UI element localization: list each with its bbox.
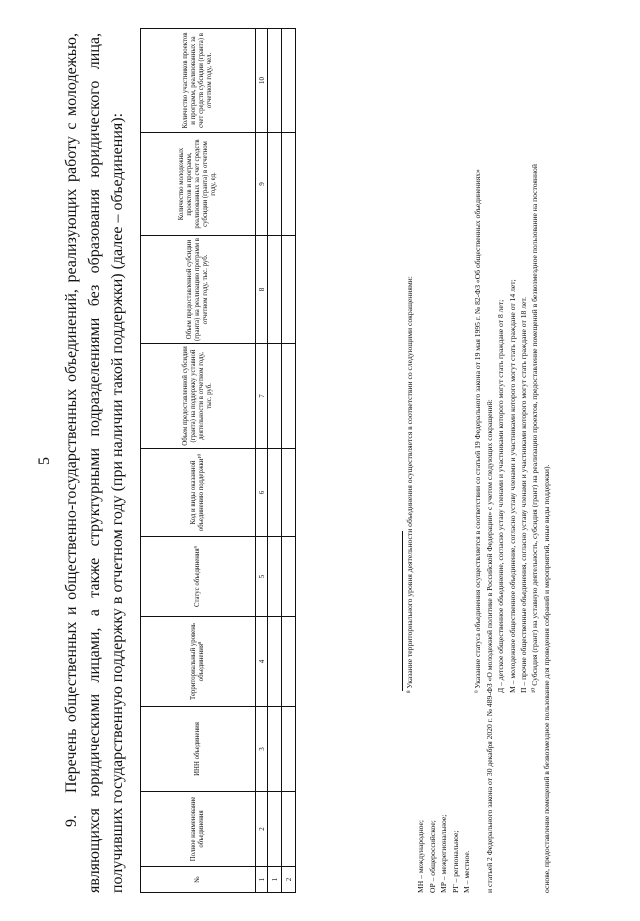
table-cell xyxy=(268,707,282,792)
column-index: 9 xyxy=(256,133,268,236)
footnote-line: МР – межрегиональное; xyxy=(439,814,449,893)
table-cell xyxy=(282,617,296,707)
footnote-line: МН – международное; xyxy=(416,819,426,893)
table-cell xyxy=(268,792,282,867)
section-heading xyxy=(60,33,129,893)
footnote-line: П – прочие общественные объединения, согласно уставу членами и участниками которого могут стать граждане от 18 лет. xyxy=(519,296,529,693)
column-index: 5 xyxy=(256,537,268,617)
table-cell xyxy=(282,449,296,537)
header-inn: ИНН объединения xyxy=(141,707,256,792)
table-cell xyxy=(268,449,282,537)
table-cell xyxy=(268,344,282,449)
table-cell xyxy=(282,236,296,344)
footnote-line: и статьей 2 Федерального закона от 30 декабря 2020 г. № 489-ФЗ «О молодежной политике в Российской Федерации» с учетом следующих сокращений: xyxy=(484,399,494,893)
table-cell xyxy=(282,792,296,867)
footnote-line: Д – детское общественное объединение, согласно уставу членами и участниками которого могут стать граждане от 8 лет; xyxy=(496,299,506,693)
footnote-line: ⁹ Указание статуса объединения осуществляется в соответствии со статьей 19 Федерального закона от 19 мая 1995 г. № 82-ФЗ «Об общественных объединениях» xyxy=(473,169,483,693)
table-cell xyxy=(282,537,296,617)
table-cell xyxy=(268,537,282,617)
section-number: 9. xyxy=(63,815,80,827)
header-number: № xyxy=(141,867,256,893)
table-cell xyxy=(268,29,282,133)
table-cell xyxy=(282,133,296,236)
footnote-line: РГ – региональное; xyxy=(450,830,460,893)
footnote-divider xyxy=(402,531,403,691)
column-index: 3 xyxy=(256,707,268,792)
table-cell xyxy=(282,707,296,792)
header-status: Статус объединения⁹ xyxy=(141,537,256,617)
footnote-line: основе, предоставление помещений в безвозмездное пользование для проведения собраний и мероприятий, иные виды поддержки). xyxy=(541,464,551,893)
column-index: 10 xyxy=(256,29,268,133)
column-index: 1 xyxy=(256,867,268,893)
column-index: 6 xyxy=(256,449,268,537)
column-index: 2 xyxy=(256,792,268,867)
table-cell: 2 xyxy=(282,867,296,893)
footnote-line: М – молодежное общественное объединение, согласно уставу членами и участниками которого могут стать граждане от 14 лет; xyxy=(507,279,517,693)
header-project-count: Количество молодежных проектов и программ, реализованных за счет средств субсидии (гранта) в отчетном году, ед. xyxy=(141,133,256,236)
footnote-line: ОР – общероссийское; xyxy=(427,820,437,893)
header-program-subsidy: Объем предоставленной субсидии (гранта) на реализацию программ в отчетном году, тыс. руб. xyxy=(141,236,256,344)
header-statutory-subsidy: Объем предоставленной субсидии (гранта) на поддержку уставной деятельности в отчетном году, тыс. руб. xyxy=(141,344,256,449)
table-row xyxy=(268,29,282,893)
table-cell xyxy=(268,133,282,236)
header-territorial-level: Территориальный уровень объединения⁸ xyxy=(141,617,256,707)
footnote-line: М – местное. xyxy=(462,850,472,893)
associations-table xyxy=(140,28,296,893)
table-cell xyxy=(282,344,296,449)
column-index: 7 xyxy=(256,344,268,449)
section-heading-text: Перечень общественных и общественно-государственных объединений, реализующих работу с молодежью, являющихся юридическими лицами, а также структурными подразделениями без образования юридического лица, получивших государственную поддержку в отчетном году (при наличии такой поддержки) (далее – объединения): xyxy=(63,33,126,893)
column-index: 4 xyxy=(256,617,268,707)
column-index-row xyxy=(256,29,268,893)
table-cell xyxy=(282,29,296,133)
page-number: 5 xyxy=(36,457,53,465)
footnote-line: ¹⁰ Субсидия (грант) на уставную деятельность, субсидия (грант) на реализацию проектов, предоставление помещений в безвозмездное пользование на постоянной xyxy=(530,164,540,693)
footnotes xyxy=(404,33,552,893)
table-cell xyxy=(268,236,282,344)
table-cell xyxy=(268,617,282,707)
header-full-name: Полное наименование объединения xyxy=(141,792,256,867)
header-participant-count: Количество участников проектов и программ, реализованных за счет средств субсидии (гранта) в отчетном году, чел. xyxy=(141,29,256,133)
header-support-code: Код и виды оказанной объединению поддержки¹⁰ xyxy=(141,449,256,537)
table-row xyxy=(282,29,296,893)
column-index: 8 xyxy=(256,236,268,344)
table-cell: 1 xyxy=(268,867,282,893)
table-header-row xyxy=(141,29,256,893)
footnote-line: ⁸ Указание территориального уровня деятельности объединения осуществляется в соответствии со следующими сокращениями: xyxy=(405,276,414,693)
